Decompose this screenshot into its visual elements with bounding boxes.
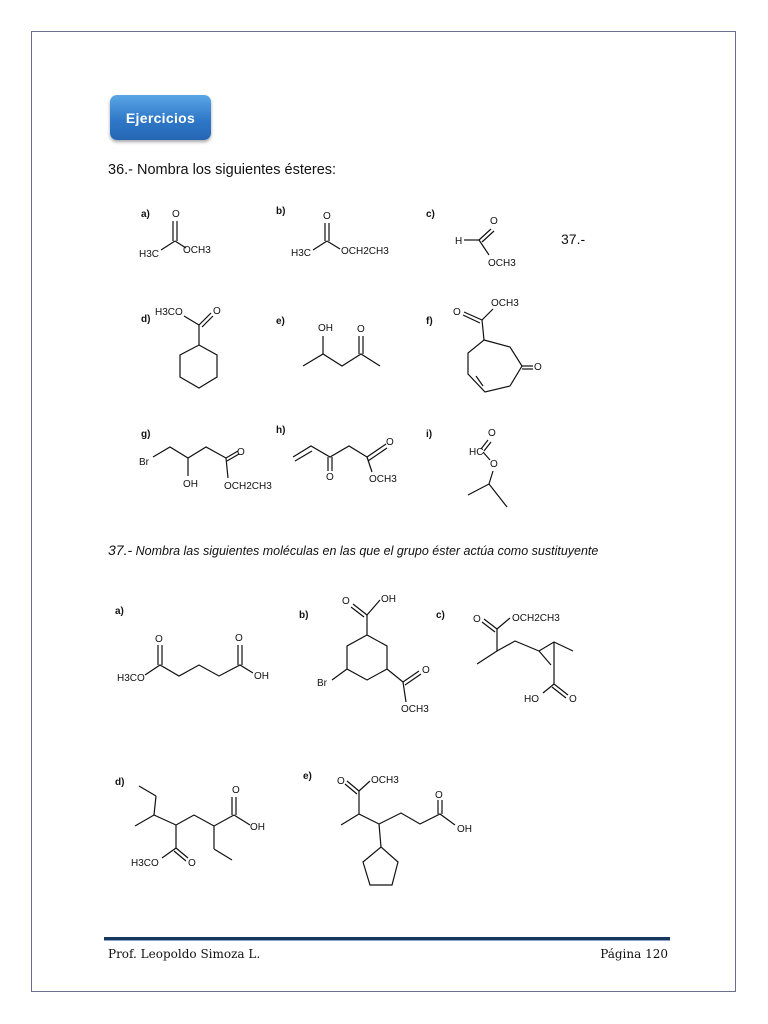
atom-label: O bbox=[235, 633, 243, 644]
atom-label: H3CO bbox=[155, 307, 183, 318]
footer-author: Prof. Leopoldo Simoza L. bbox=[108, 947, 261, 961]
atom-label: O bbox=[213, 306, 221, 317]
molecule-37a bbox=[115, 606, 269, 684]
atom-label: OH bbox=[457, 824, 472, 835]
atom-label: H3CO bbox=[117, 673, 145, 684]
letter-36i: i) bbox=[426, 429, 433, 440]
stray-question-label: 37.- bbox=[561, 231, 586, 247]
molecule-36e bbox=[276, 316, 380, 366]
atom-label: O bbox=[155, 634, 163, 645]
letter-37a: a) bbox=[115, 606, 124, 617]
ejercicios-label: Ejercicios bbox=[125, 109, 196, 126]
atom-label: OCH2CH3 bbox=[224, 481, 272, 492]
molecule-36c bbox=[426, 209, 516, 269]
atom-label: O bbox=[237, 447, 245, 458]
letter-36g: g) bbox=[141, 429, 151, 440]
question-37-text: Nombra las siguientes moléculas en las que el grupo éster actúa como sustituyente bbox=[132, 544, 599, 558]
letter-36d: d) bbox=[141, 314, 151, 325]
footer-page-number: Página 120 bbox=[600, 947, 668, 961]
letter-37e: e) bbox=[303, 771, 312, 782]
molecule-37d bbox=[115, 777, 265, 869]
atom-label: O bbox=[435, 790, 443, 801]
atom-label: O bbox=[326, 472, 334, 483]
atom-label: O bbox=[323, 211, 331, 222]
footer-rule bbox=[104, 937, 670, 941]
atom-label: HO bbox=[524, 694, 539, 705]
atom-label: OCH3 bbox=[183, 245, 211, 256]
atom-label: H3C bbox=[291, 248, 312, 259]
atom-label: OCH3 bbox=[488, 258, 516, 269]
letter-36e: e) bbox=[276, 316, 285, 327]
atom-label: Br bbox=[139, 457, 149, 468]
atom-label: OH bbox=[250, 822, 265, 833]
atom-label: OH bbox=[183, 479, 198, 490]
letter-36b: b) bbox=[276, 206, 286, 217]
molecule-37b bbox=[299, 594, 430, 715]
atom-label: O bbox=[386, 437, 394, 448]
atom-label: O bbox=[534, 362, 542, 373]
letter-37d: d) bbox=[115, 777, 125, 788]
atom-label: O bbox=[337, 776, 345, 787]
atom-label: OH bbox=[254, 671, 269, 682]
letter-36f: f) bbox=[426, 316, 433, 327]
atom-label: H3CO bbox=[131, 858, 159, 869]
atom-label: O bbox=[569, 694, 577, 705]
atom-label: O bbox=[342, 596, 350, 607]
atom-label: O bbox=[473, 614, 481, 625]
question-37-number: 37.- bbox=[108, 542, 133, 558]
atom-label: H bbox=[455, 236, 463, 247]
atom-label: O bbox=[488, 428, 496, 439]
molecule-36g bbox=[139, 429, 272, 492]
atom-label: OCH3 bbox=[401, 704, 429, 715]
atom-label: O bbox=[453, 307, 461, 318]
molecule-37e bbox=[303, 771, 472, 885]
letter-36h: h) bbox=[276, 425, 286, 436]
atom-label: O bbox=[232, 785, 240, 796]
atom-label: OH bbox=[318, 323, 333, 334]
letter-37b: b) bbox=[299, 610, 309, 621]
question-36-heading: 36.- Nombra los siguientes ésteres: bbox=[108, 162, 337, 178]
letter-37c: c) bbox=[436, 610, 445, 621]
atom-label: Br bbox=[317, 678, 327, 689]
atom-label: O bbox=[490, 216, 498, 227]
atom-label: OCH2CH3 bbox=[341, 246, 389, 257]
atom-label: H3C bbox=[139, 249, 160, 260]
molecule-37c bbox=[436, 610, 577, 705]
molecule-36a bbox=[139, 209, 211, 260]
letter-36a: a) bbox=[141, 209, 150, 220]
atom-label: O bbox=[357, 324, 365, 335]
atom-label: O bbox=[188, 858, 196, 869]
atom-label: O bbox=[490, 459, 498, 470]
molecule-36d bbox=[141, 306, 221, 388]
molecule-36f bbox=[426, 298, 542, 392]
atom-label: OCH3 bbox=[371, 775, 399, 786]
atom-label: OCH3 bbox=[369, 474, 397, 485]
atom-label: OCH2CH3 bbox=[512, 613, 560, 624]
atom-label: O bbox=[172, 209, 180, 220]
atom-label: OH bbox=[381, 594, 396, 605]
atom-label: OCH3 bbox=[491, 298, 519, 309]
molecule-36i bbox=[426, 428, 507, 507]
atom-label: O bbox=[422, 665, 430, 676]
molecule-36b bbox=[276, 206, 389, 259]
letter-36c: c) bbox=[426, 209, 435, 220]
molecule-36h bbox=[276, 425, 397, 485]
atom-label: HC bbox=[469, 447, 484, 458]
